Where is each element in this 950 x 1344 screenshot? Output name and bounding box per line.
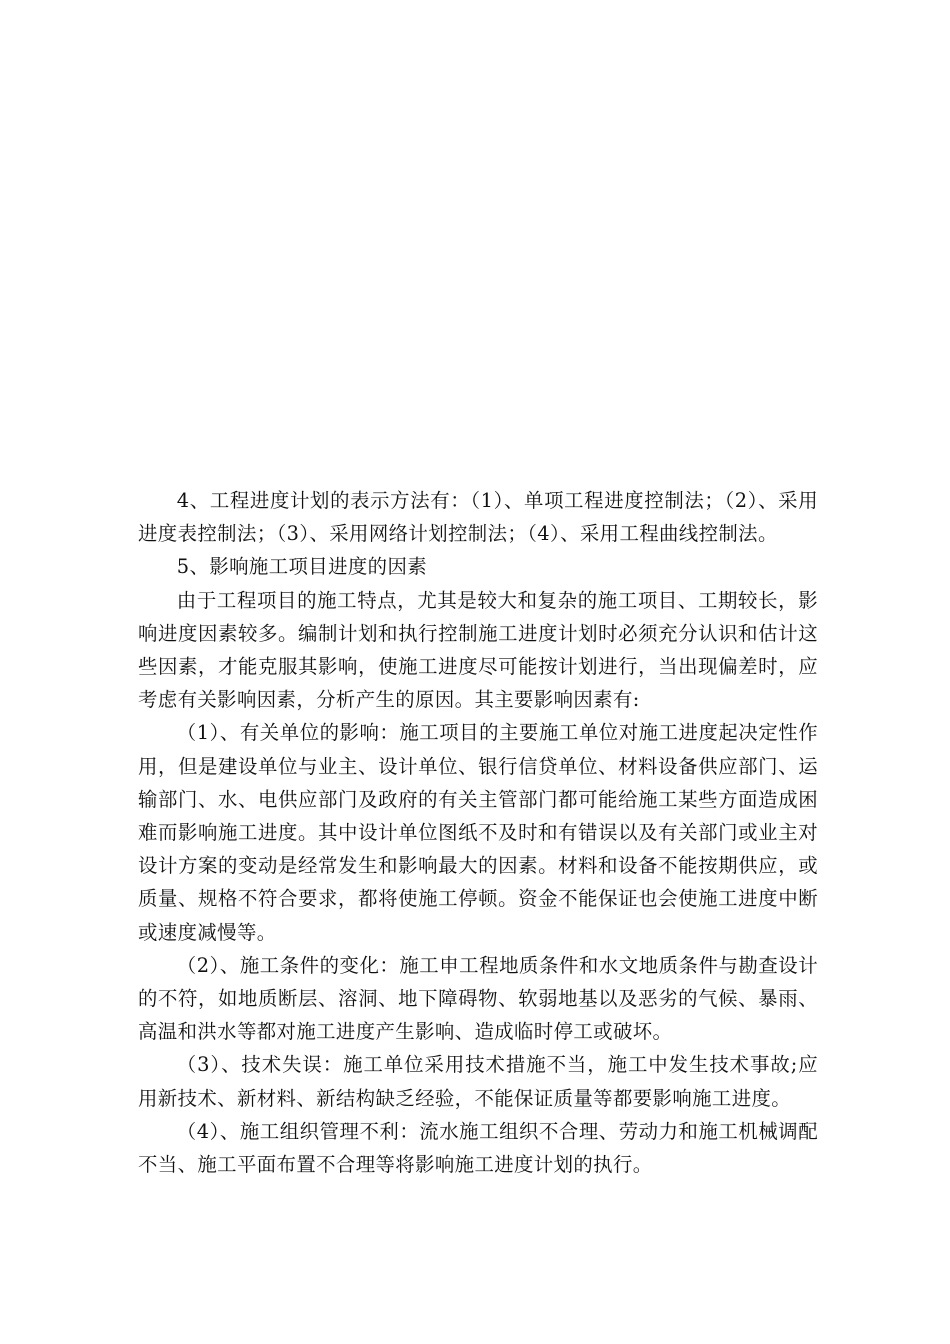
paragraph-factors-intro: 由于工程项目的施工特点，尤其是较大和复杂的施工项目、工期较长，影响进度因素较多。编制计划和执行控制施工进度计划时必须充分认识和估计这些因素，才能克服其影响，使施工进度尽可能按计划进行，当出现偏差时，应考虑有关影响因素，分析产生的原因。其主要影响因素有: [138, 588, 818, 712]
paragraph-factor-organization-management: （4）、施工组织管理不利：流水施工组织不合理、劳动力和施工机械调配不当、施工平面布置不合理等将影响施工进度计划的执行。 [138, 1119, 818, 1177]
paragraph-factor-related-units: （1）、有关单位的影响：施工项目的主要施工单位对施工进度起决定性作用，但是建设单位与业主、设计单位、银行信贷单位、材料设备供应部门、运输部门、水、电供应部门及政府的有关主管部门都可能给施工某些方面造成困难而影响施工进度。其中设计单位图纸不及时和有错误以及有关部门或业主对设计方案的变动是经常发生和影响最大的因素。材料和设备不能按期供应，或质量、规格不符合要求，都将使施工停顿。资金不能保证也会使施工进度中断或速度减慢等。 [138, 721, 818, 944]
paragraph-factor-technical-errors: （3）、技术失误：施工单位采用技术措施不当，施工中发生技术事故;应用新技术、新材料、新结构缺乏经验，不能保证质量等都要影响施工进度。 [138, 1053, 818, 1110]
paragraph-factor-construction-conditions: （2）、施工条件的变化：施工申工程地质条件和水文地质条件与勘查设计的不符，如地质断层、溶洞、地下障碍物、软弱地基以及恶劣的气候、暴雨、高温和洪水等都对施工进度产生影响、造成临时停工或破坏。 [138, 953, 818, 1044]
document-body [138, 484, 818, 1181]
paragraph-progress-plan-methods: 4、工程进度计划的表示方法有：（1）、单项工程进度控制法；（2）、采用进度表控制法；（3）、采用网络计划控制法；（4）、采用工程曲线控制法。 [138, 489, 818, 546]
heading-progress-factors: 5、影响施工项目进度的因素 [176, 555, 428, 579]
